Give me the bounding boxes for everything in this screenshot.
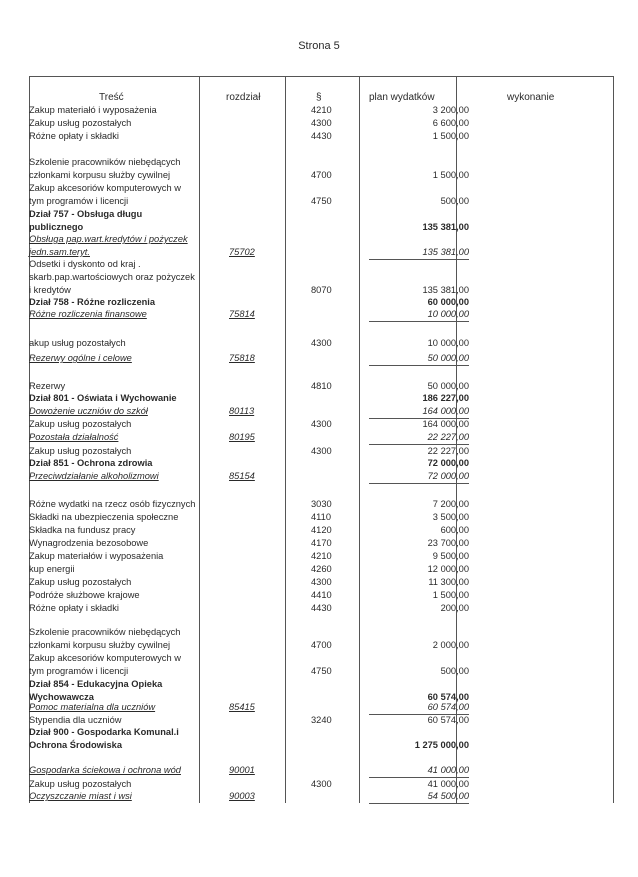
cell-paragraf: 4410 (311, 590, 332, 600)
cell-paragraf: 4700 (311, 170, 332, 180)
cell-tresc: Różne wydatki na rzecz osób fizycznych (29, 499, 196, 509)
cell-tresc: Przeciwdziałanie alkoholizmowi (29, 471, 159, 481)
cell-plan: 7 200,00 (432, 499, 469, 509)
cell-tresc: członkami korpusu służby cywilnej (29, 640, 171, 650)
cell-tresc: akup usług pozostałych (29, 338, 126, 348)
cell-tresc: tym programów i licencji (29, 196, 129, 206)
cell-tresc: Dowożenie uczniów do szkół (29, 406, 148, 416)
cell-tresc: członkami korpusu służby cywilnej (29, 170, 171, 180)
cell-plan: 41 000,00 (427, 779, 469, 789)
cell-plan: 23 700,00 (427, 538, 469, 548)
cell-plan: 12 000,00 (427, 564, 469, 574)
cell-plan: 3 500,00 (432, 512, 469, 522)
cell-paragraf: 4430 (311, 131, 332, 141)
cell-tresc: Dział 851 - Ochrona zdrowia (29, 458, 153, 468)
cell-paragraf: 4300 (311, 419, 332, 429)
cell-paragraf: 4810 (311, 381, 332, 391)
cell-paragraf: 4170 (311, 538, 332, 548)
cell-plan: 41 000,00 (369, 764, 469, 778)
cell-paragraf: 4300 (311, 779, 332, 789)
table-top-border (29, 76, 614, 77)
cell-plan: 22 227,00 (369, 431, 469, 445)
cell-tresc: Rezerwy (29, 381, 66, 391)
header-tresc: Treść (99, 92, 124, 103)
cell-tresc: Zakup materiałów i wyposażenia (29, 551, 164, 561)
cell-plan: 164 000,00 (422, 419, 469, 429)
cell-plan: 1 500,00 (432, 170, 469, 180)
cell-rozdzial: 80113 (229, 406, 255, 416)
cell-plan: 600,00 (440, 525, 469, 535)
cell-plan: 200,00 (440, 603, 469, 613)
cell-paragraf: 3240 (311, 715, 332, 725)
cell-plan: 72 000,00 (427, 458, 469, 468)
cell-paragraf: 4750 (311, 196, 332, 206)
cell-plan: 3 200,00 (432, 105, 469, 115)
expense-table (29, 76, 614, 803)
cell-plan: 54 500,00 (369, 790, 469, 804)
cell-tresc: Pomoc materialna dla uczniów (29, 702, 156, 712)
cell-tresc: Zakup usług pozostałych (29, 446, 132, 456)
cell-paragraf: 3030 (311, 499, 332, 509)
cell-tresc: Ochrona Środowiska (29, 740, 122, 750)
cell-plan: 135 381,00 (369, 246, 469, 260)
cell-tresc: Stypendia dla uczniów (29, 715, 122, 725)
cell-plan: 186 227,00 (422, 393, 469, 403)
cell-plan: 11 300,00 (428, 577, 469, 587)
cell-plan: 60 000,00 (427, 297, 469, 307)
cell-paragraf: 4300 (311, 338, 332, 348)
cell-tresc: Dział 801 - Oświata i Wychowanie (29, 393, 177, 403)
cell-rozdzial: 90003 (229, 791, 255, 801)
cell-tresc: Różne opłaty i składki (29, 131, 119, 141)
cell-plan: 500,00 (440, 666, 469, 676)
cell-paragraf: 4700 (311, 640, 332, 650)
cell-rozdzial: 85415 (229, 702, 255, 712)
cell-tresc: Rezerwy ogólne i celowe (29, 353, 132, 363)
cell-plan: 500,00 (440, 196, 469, 206)
column-divider (285, 76, 286, 803)
cell-tresc: Szkolenie pracowników niebędących (29, 627, 181, 637)
header-rozdzial: rozdział (226, 92, 261, 103)
cell-rozdzial: 75818 (229, 353, 255, 363)
cell-tresc: Dział 758 - Różne rozliczenia (29, 297, 156, 307)
cell-plan: 22 227,00 (427, 446, 469, 456)
cell-plan: 10 000,00 (427, 338, 469, 348)
cell-tresc: Wychowawcza (29, 692, 94, 702)
cell-plan: 1 500,00 (432, 590, 469, 600)
cell-tresc: Obsługa pap.wart.kredytów i pożyczek (29, 234, 188, 244)
cell-paragraf: 4430 (311, 603, 332, 613)
cell-rozdzial: 90001 (229, 765, 255, 775)
cell-tresc: Odsetki i dyskonto od kraj . (29, 259, 141, 269)
page-number: Strona 5 (298, 40, 340, 52)
cell-plan: 50 000,00 (369, 352, 469, 366)
cell-tresc: Zakup akcesoriów komputerowych w (29, 183, 181, 193)
header-plan: plan wydatków (369, 92, 435, 103)
cell-tresc: Dział 900 - Gospodarka Komunal.i (29, 727, 179, 737)
cell-tresc: publicznego (29, 222, 84, 232)
cell-tresc: Zakup usług pozostałych (29, 118, 132, 128)
column-divider (199, 76, 200, 803)
cell-tresc: Zakup materiałó i wyposażenia (29, 105, 157, 115)
cell-plan: 10 000,00 (369, 308, 469, 322)
cell-plan: 60 574,00 (369, 701, 469, 715)
cell-tresc: Różne rozliczenia finansowe (29, 309, 147, 319)
column-divider (613, 76, 614, 803)
cell-plan: 50 000,00 (427, 381, 469, 391)
column-divider (359, 76, 360, 803)
cell-tresc: tym programów i licencji (29, 666, 129, 676)
cell-paragraf: 4750 (311, 666, 332, 676)
cell-paragraf: 4210 (311, 551, 332, 561)
cell-paragraf: 4210 (311, 105, 332, 115)
cell-plan: 135 381,00 (422, 222, 469, 232)
cell-plan: 1 275 000,00 (414, 740, 469, 750)
cell-tresc: Oczyszczanie miast i wsi (29, 791, 132, 801)
cell-rozdzial: 85154 (229, 471, 255, 481)
cell-tresc: Gospodarka ściekowa i ochrona wód (29, 765, 181, 775)
cell-tresc: Dział 757 - Obsługa długu (29, 209, 143, 219)
header-paragraf: § (316, 92, 322, 103)
cell-paragraf: 4110 (311, 512, 331, 522)
cell-tresc: Podróże służbowe krajowe (29, 590, 140, 600)
cell-tresc: Dział 854 - Edukacyjna Opieka (29, 679, 163, 689)
cell-paragraf: 4300 (311, 118, 332, 128)
cell-tresc: Zakup usług pozostałych (29, 779, 132, 789)
cell-tresc: jedn.sam.teryt. (29, 247, 90, 257)
cell-plan: 60 574,00 (427, 692, 469, 702)
cell-plan: 72 000,00 (369, 470, 469, 484)
header-wykonanie: wykonanie (507, 92, 555, 103)
cell-tresc: Szkolenie pracowników niebędących (29, 157, 181, 167)
cell-tresc: Wynagrodzenia bezosobowe (29, 538, 149, 548)
cell-tresc: Składki na ubezpieczenia społeczne (29, 512, 179, 522)
cell-tresc: Zakup akcesoriów komputerowych w (29, 653, 181, 663)
cell-rozdzial: 80195 (229, 432, 255, 442)
cell-rozdzial: 75702 (229, 247, 255, 257)
cell-paragraf: 4120 (311, 525, 332, 535)
cell-tresc: kup energii (29, 564, 75, 574)
cell-plan: 164 000,00 (369, 405, 469, 419)
cell-plan: 6 600,00 (432, 118, 469, 128)
cell-plan: 9 500,00 (432, 551, 469, 561)
cell-tresc: Zakup usług pozostałych (29, 419, 132, 429)
cell-plan: 135 381,00 (422, 285, 469, 295)
cell-tresc: Różne opłaty i składki (29, 603, 119, 613)
cell-paragraf: 4300 (311, 577, 332, 587)
cell-paragraf: 4260 (311, 564, 332, 574)
cell-tresc: skarb.pap.wartościowych oraz pożyczek (29, 272, 195, 282)
cell-paragraf: 8070 (311, 285, 332, 295)
cell-tresc: Pozostała działalność (29, 432, 119, 442)
cell-paragraf: 4300 (311, 446, 332, 456)
cell-plan: 60 574,00 (427, 715, 469, 725)
cell-tresc: Składka na fundusz pracy (29, 525, 136, 535)
cell-rozdzial: 75814 (229, 309, 255, 319)
cell-plan: 1 500,00 (432, 131, 469, 141)
cell-tresc: Zakup usług pozostałych (29, 577, 132, 587)
cell-plan: 2 000,00 (432, 640, 469, 650)
cell-tresc: i kredytów (29, 285, 71, 295)
